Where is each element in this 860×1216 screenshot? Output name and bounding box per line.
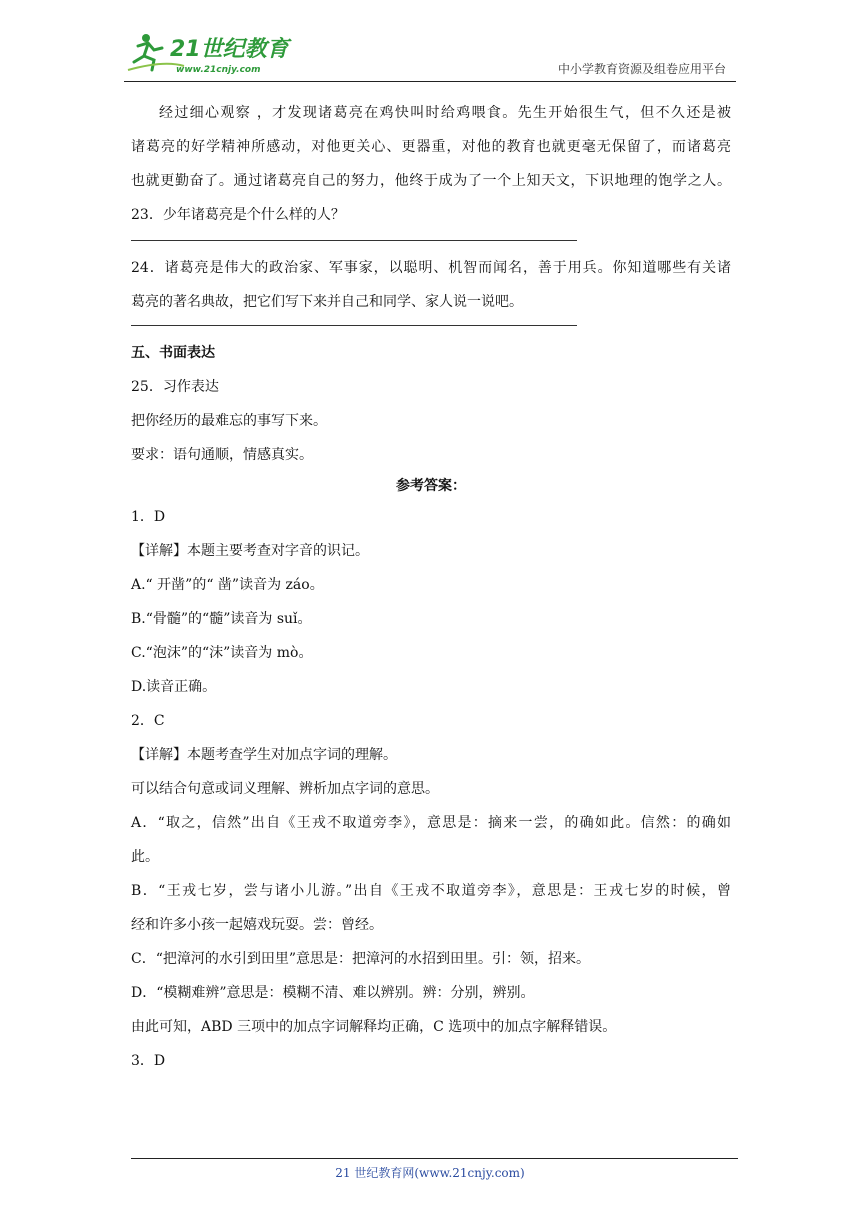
answer-1: 1．D	[131, 509, 166, 525]
answer-2-option-a-line2: 此。	[131, 849, 159, 865]
answer-2-option-b-line1: B．“王戎七岁，尝与诸小儿游。”出自《王戎不取道旁李》，意思是：王戎七岁的时候，曾	[131, 883, 731, 899]
answer-1-option-b: B.“骨髓”的“髓”读音为 suǐ。	[131, 611, 312, 627]
answer-1-option-c: C.“泡沫”的“沫”读音为 mò。	[131, 645, 313, 661]
answer-2-option-a-line1: A．“取之，信然”出自《王戎不取道旁李》，意思是：摘来一尝，的确如此。信然：的确如	[131, 815, 731, 831]
platform-name: 中小学教育资源及组卷应用平台	[557, 62, 726, 76]
answer-2-hint: 可以结合句意或词义理解、辨析加点字词的意思。	[131, 781, 439, 797]
document-body	[131, 96, 731, 1078]
answer-2-option-b-line2: 经和许多小孩一起嬉戏玩耍。尝：曾经。	[131, 917, 383, 933]
question-24-line2: 葛亮的著名典故，把它们写下来并自己和同学、家人说一说吧。	[131, 294, 523, 310]
page-header	[0, 0, 860, 90]
passage-line: 诸葛亮的好学精神所感动，对他更关心、更器重，对他的教育也就更毫无保留了，而诸葛亮	[131, 139, 731, 155]
passage-line: 也就更勤奋了。通过诸葛亮自己的努力，他终于成为了一个上知天文，下识地理的饱学之人。	[131, 173, 731, 189]
logo-text: 21世纪教育	[170, 37, 289, 62]
answer-2-conclusion: 由此可知，ABD 三项中的加点字词解释均正确，C 选项中的加点字解释错误。	[131, 1019, 617, 1035]
question-25-prompt: 把你经历的最难忘的事写下来。	[131, 413, 327, 429]
answer-line-23[interactable]	[131, 240, 577, 241]
footer-divider	[131, 1158, 738, 1159]
answer-1-option-d: D.读音正确。	[131, 679, 217, 695]
answer-2-option-c: C．“把漳河的水引到田里”意思是：把漳河的水招到田里。引：领，招来。	[131, 951, 591, 967]
answers-title: 参考答案：	[396, 478, 466, 494]
section-heading: 五、书面表达	[131, 345, 215, 361]
question-24-line1: 24．诸葛亮是伟大的政治家、军事家，以聪明、机智而闻名，善于用兵。你知道哪些有关诸	[131, 260, 731, 276]
answer-2: 2．C	[131, 713, 165, 729]
answer-2-detail: 【详解】本题考查学生对加点字词的理解。	[131, 747, 397, 763]
question-23: 23．少年诸葛亮是个什么样的人？	[131, 207, 345, 223]
answer-2-option-d: D．“模糊难辨”意思是：模糊不清、难以辨别。辨：分别，辨别。	[131, 985, 535, 1001]
passage-line: 经过细心观察 ，才发现诸葛亮在鸡快叫时给鸡喂食。先生开始很生气，但不久还是被	[159, 105, 731, 121]
logo-url: www.21cnjy.com	[176, 65, 261, 75]
answer-3: 3．D	[131, 1053, 166, 1069]
question-25: 25．习作表达	[131, 379, 219, 395]
question-25-requirement: 要求：语句通顺，情感真实。	[131, 447, 313, 463]
footer-link[interactable]: 21 世纪教育网(www.21cnjy.com)	[335, 1166, 525, 1180]
answer-line-24[interactable]	[131, 325, 577, 326]
header-divider	[124, 81, 736, 82]
answer-1-detail: 【详解】本题主要考查对字音的识记。	[131, 543, 369, 559]
answer-1-option-a: A.“ 开凿”的“ 凿”读音为 záo。	[131, 577, 324, 593]
site-logo	[124, 30, 294, 80]
